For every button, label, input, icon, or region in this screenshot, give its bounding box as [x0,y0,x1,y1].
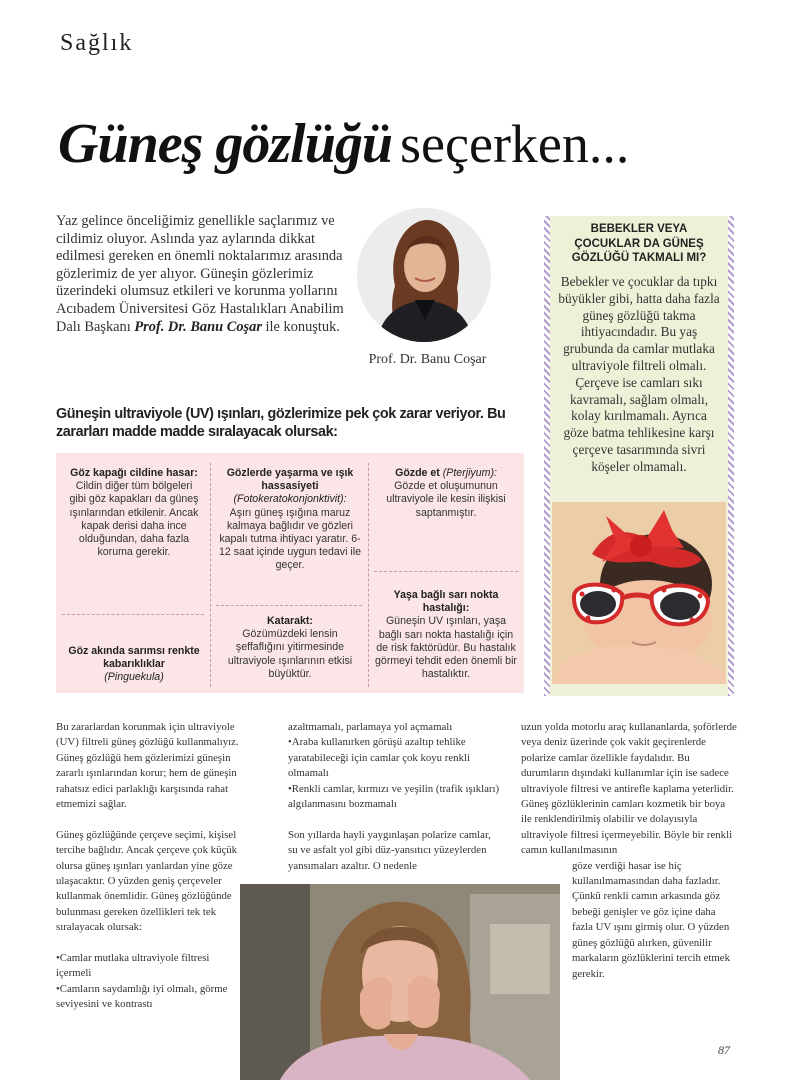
intro-doctor-name: Prof. Dr. Banu Coşar [134,318,262,335]
column2-bullet1: •Araba kullanırken görüşü azaltıp tehlike yaratabileceği için camlar çok koyu renkli olmamalı [288,736,470,780]
sidebar-body: Bebekler ve çocuklar da tıpkı büyükler gibi, hatta daha fazla güneş gözlüğü takma ihtiyacındadır. Bu yaş grubunda da camlar mutlaka ultraviyole filtreli olmalı. Çerçeve ise camları sıkı kavramalı, sağlam olmalı, kolay kırılmamalı. Ayrıca göze batma tehlikesine karşı çerçeve tasarımında sivri köşeler olmamalı. [558,274,720,474]
doctor-portrait [357,208,491,342]
damage-pinguecula: Göz akında sarımsı renkte kabarıklıklar (Pinguekula) [68,645,200,684]
intro-paragraph [56,213,348,336]
column2-paragraph2: Son yıllarda hayli yaygınlaşan polarize camlar, su ve asfalt yol gibi düz-yansıtıcı yüzeylerden yansımaları azaltır. O nedenle [288,828,491,872]
column1-bullet1: •Camlar mutlaka ultraviyole filtresi içermeli [56,952,210,980]
uv-subheading: Güneşin ultraviyole (UV) ışınları, gözlerimize pek çok zarar veriyor. Bu zararları madde madde sıralayacak olursak: [56,406,506,440]
column2-bullet2: •Renkli camlar, kırmızı ve yeşilin (trafik ışıkları) algılanmasını bozmamalı [288,782,500,811]
headline [58,112,629,176]
woman-photo [240,884,560,1080]
intro-text: Yaz gelince önceliğimiz genellikle saçlarımız ve cildimiz oluyor. Aslında yaz aylarında dikkat edilmesi gereken en önemli noktalarımız arasında gözlerimiz de yer alıyor. Güneşin gözlerimiz üzerindeki olumsuz etkileri ve korunma yollarını Acıbadem Üniversitesi Göz Hastalıkları Anabilim Dalı Başkanı [56,213,344,335]
column3-paragraph1: uzun yolda motorlu araç kullananlarda, şoförlerde veya deniz üzerinde çok vakit geçirenlerde polarize camlar özellikle faydalıdır. Bu durumların dışındaki kullanımlar için ise sadece ultraviyole filtresi ve antirefle kaplama yeterlidir. Güneş gözlüklerinin camları kozmetik bir boya ile renklendirilmiş olabilir ve dolayısıyla ultraviyole filtresi içermeyebilir. Böyle bir renkli camın kullanılmasının [521,721,737,857]
baby-photo [552,502,726,684]
portrait-image [357,208,491,342]
baby-image [552,502,726,684]
column2-line1: azaltmamalı, parlamaya yol açmamalı [288,721,453,733]
row-divider-middle [216,605,362,606]
damage-pterygium: Gözde et (Pterjiyum): Gözde et oluşumunun ultraviyole ile kesin ilişkisi saptanmıştır. [386,467,506,519]
damage-cataract: Katarakt: Gözümüzdeki lensin şeffaflığını yitirmesinde ultraviyole ışınlarının etkisi büyüktür. [227,615,353,680]
portrait-caption: Prof. Dr. Banu Coşar [368,352,487,367]
page-number: 87 [718,1043,730,1057]
uv-damage-box [56,453,524,693]
body-column-2 [288,720,502,889]
damage-eyelid: Göz kapağı cildine hasar: Cildin diğer tüm bölgeleri gibi göz kapakları da güneş ışınlarından etkilenir. Ancak kapak derisi daha ince olduğundan, daha fazla koruma gerekir. [69,467,199,559]
column-divider-left [210,463,211,687]
column1-paragraph1: Bu zararlardan korunmak için ultraviyole (UV) filtreli güneş gözlüğü kullanmalıyız. Güneş gözlüğü hem gözlerimizi güneşin zararlı ışınlarından korur; hem de güneşin rahatsız edici parlaklığı karşısında rahat etmemizi sağlar. [56,721,239,811]
column3-paragraph2: göze verdiği hasar ise hiç kullanılmamasından daha fazladır. Çünkü renkli camın arkasında göz bebeği genişler ve göz içine daha fazla UV ışını girmiş olur. O yüzden güneş gözlüğü alırken, güvenilir markaların gözlüklerini tercih etmek gerekir. [572,859,730,980]
damage-photokeratitis: Gözlerde yaşarma ve ışık hassasiyeti (Fotokeratokonjonktivit): Aşırı güneş ışığına maruz kalmaya bağlıdır ve gözleri kapalı tutma ihtiyacı yaratır. 6-12 saat içinde uygun tedavi ile geçer. [219,467,361,572]
body-column-1 [56,720,246,1013]
row-divider-left [62,614,204,615]
column-divider-right [368,463,369,687]
intro-tail: ile konuştuk. [265,318,340,335]
column1-paragraph2: Güneş gözlüğünde çerçeve seçimi, kişisel tercihe bağlıdır. Ancak çerçeve çok küçük olursa güneş ışınları yanlardan yine göze ulaşacaktır. O yüzden geniş çerçeveler kullanmak önemlidir. Güneş gözlüğünde bulunması gereken özellikleri tek tek sıralayacak olursak: [56,828,238,934]
headline-bold: Güneş gözlüğü [58,113,393,175]
section-label: Sağlık [60,30,134,56]
sidebar-title: BEBEKLER VEYA ÇOCUKLAR DA GÜNEŞ GÖZLÜĞÜ TAKMALI MI? [571,223,707,264]
sidebar-box [544,216,734,696]
sidebar-stripe-left [544,216,550,696]
headline-light: seçerken... [400,114,630,174]
row-divider-right [374,571,518,572]
damage-macular: Yaşa bağlı sarı nokta hastalığı: Güneşin UV ışınları, yaşa bağlı sarı nokta hastalığı için de risk faktörüdür. Bu hastalık görmeyi tehdit eden önemli bir hastalıktır. [375,589,517,681]
sidebar-stripe-right [728,216,734,696]
woman-image [240,884,560,1080]
column1-bullet2: •Camların saydamlığı iyi olmalı, görme seviyesini ve kontrastı [56,982,228,1011]
